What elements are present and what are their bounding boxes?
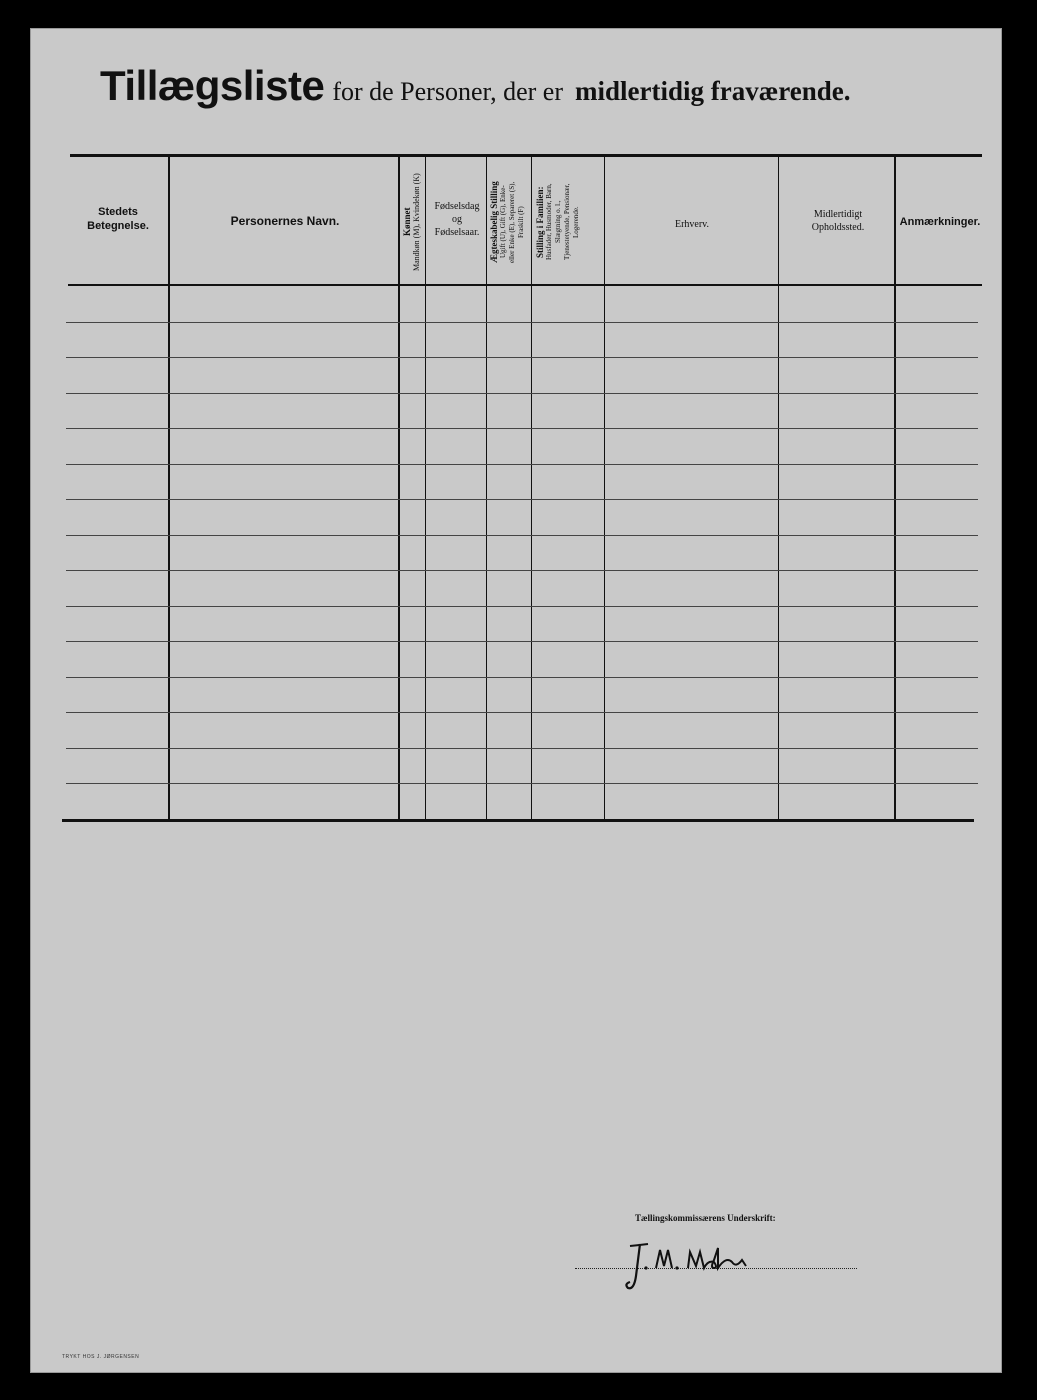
printer-mark: TRYKT HOS J. JØRGENSEN: [62, 1354, 140, 1360]
column-divider: [425, 157, 426, 819]
title-middle: for de Personer, der er: [332, 77, 563, 106]
col-erhverv-header: Erhverv.: [674, 219, 710, 230]
col-stedets-line2: Betegnelse.: [87, 220, 149, 232]
row-rule: [66, 393, 978, 394]
column-divider: [398, 157, 400, 819]
row-rule: [66, 641, 978, 642]
column-divider: [531, 157, 532, 819]
col-stedets-header: [72, 205, 164, 233]
column-divider: [894, 157, 896, 819]
row-rule: [66, 677, 978, 678]
column-divider: [486, 157, 487, 819]
col-foedsel-header: Fødselsdag og Fødselsaar.: [434, 201, 480, 238]
column-divider: [778, 157, 779, 819]
row-rule: [66, 606, 978, 607]
row-rule: [66, 570, 978, 571]
signature-handwriting: [622, 1238, 772, 1298]
row-rule: [66, 322, 978, 323]
col-stedets-line1: Stedets: [98, 206, 138, 218]
row-rule: [66, 712, 978, 713]
row-rule: [66, 748, 978, 749]
col-koen-header: [402, 163, 424, 281]
row-rule: [66, 535, 978, 536]
col-koen-line2: Mandkøn (M), Kvindekøn (K): [412, 173, 421, 271]
title-emphasis: midlertidig fraværende.: [575, 76, 851, 106]
row-rule: [66, 499, 978, 500]
row-rule: [66, 357, 978, 358]
column-divider: [604, 157, 605, 819]
col-navn-header: Personernes Navn.: [230, 214, 340, 228]
table-bottom-rule: [62, 819, 974, 822]
row-rule: [66, 464, 978, 465]
col-anm-header: Anmærkninger.: [899, 216, 981, 228]
header-bottom-rule: [68, 284, 982, 286]
row-rule: [66, 428, 978, 429]
col-familie-header: Stilling i Familien: Husfader, Husmoder, Barn, Slægtning o. l., Tjenestetyende, Pensionær, Logerende.: [535, 183, 580, 261]
form-title: [100, 62, 930, 110]
signature-label: Tællingskommissærens Underskrift:: [635, 1213, 776, 1223]
row-rule: [66, 783, 978, 784]
column-divider: [168, 157, 170, 819]
header-top-rule: [70, 154, 982, 157]
title-main: Tillægsliste: [100, 62, 325, 109]
col-koen-line1: Kønnet: [402, 207, 412, 237]
col-ophold-header: Midlertidigt Opholdssted.: [811, 209, 865, 233]
col-aegteskab-header: Ægteskabelig Stilling Ugift (U), Gift (G), Enke- eller Enke (E), Separeret (S), Fraskilt (F): [489, 181, 525, 263]
